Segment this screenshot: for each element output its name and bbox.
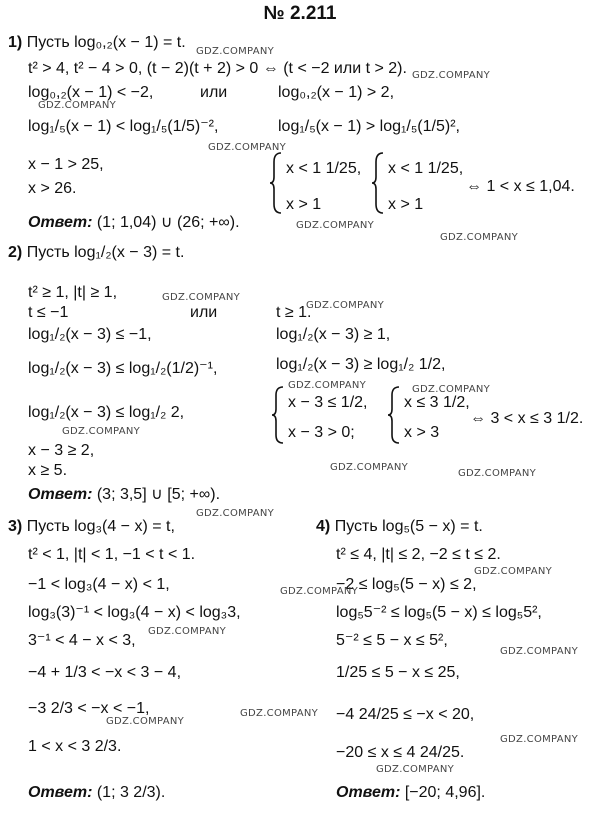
watermark: GDZ.COMPANY — [296, 220, 375, 231]
s1-sys1-b: x > 1 — [286, 196, 322, 213]
s4-label: 4) — [316, 518, 331, 535]
s4-line-8: −20 ≤ x ≤ 4 24/25. — [336, 744, 465, 761]
s2-sys2-b: x > 3 — [404, 424, 440, 441]
s1-answer — [28, 214, 240, 232]
s2-line-8: x ≥ 5. — [28, 462, 68, 479]
s4-answer-value: [−20; 4,96]. — [404, 784, 486, 801]
s2-answer-label: Ответ: — [28, 486, 93, 503]
s1-label: 1) — [8, 34, 23, 51]
s1-case-a: log₀,₂(x − 1) < −2, — [28, 84, 154, 101]
s3-answer — [28, 784, 165, 802]
s3-line-2: t² < 1, |t| < 1, −1 < t < 1. — [28, 546, 196, 563]
s1-line-2: t² > 4, t² − 4 > 0, (t − 2)(t + 2) > 0 ⇔ (t < −2 или t > 2). — [28, 60, 407, 77]
s2-sys1-a: x − 3 ≤ 1/2, — [288, 394, 368, 411]
s4-answer — [336, 784, 485, 802]
watermark: GDZ.COMPANY — [458, 468, 537, 479]
s1-answer-value: (1; 1,04) ∪ (26; +∞). — [96, 214, 240, 231]
s3-setup: Пусть log₃(4 − x) = t, — [26, 518, 175, 535]
watermark: GDZ.COMPANY — [376, 764, 455, 775]
watermark: GDZ.COMPANY — [62, 426, 141, 437]
watermark: GDZ.COMPANY — [148, 626, 227, 637]
watermark: GDZ.COMPANY — [288, 380, 367, 391]
s2-sys2-a: x ≤ 3 1/2, — [404, 394, 470, 411]
watermark: GDZ.COMPANY — [196, 508, 275, 519]
page-title: № 2.211 — [263, 3, 337, 24]
s2-step-a1: log₁/₂(x − 3) ≤ −1, — [28, 326, 152, 343]
watermark: GDZ.COMPANY — [474, 566, 553, 577]
s4-line-3: −2 ≤ log₅(5 − x) ≤ 2, — [336, 576, 477, 593]
s1-line-1 — [8, 34, 186, 52]
s2-answer — [28, 486, 220, 504]
s4-line-7: −4 24/25 ≤ −x < 20, — [336, 706, 475, 723]
s1-step-a: log₁/₅(x − 1) < log₁/₅(1/5)⁻², — [28, 118, 219, 135]
s3-label: 3) — [8, 518, 23, 535]
s4-line-6: 1/25 ≤ 5 − x ≤ 25, — [336, 664, 460, 681]
s3-answer-label: Ответ: — [28, 784, 93, 801]
s1-sys2-b: x > 1 — [388, 196, 424, 213]
watermark: GDZ.COMPANY — [280, 586, 359, 597]
s4-setup: Пусть log₅(5 − x) = t. — [334, 518, 483, 535]
s3-answer-value: (1; 3 2/3). — [96, 784, 166, 801]
s2-result: ⇔ 3 < x ≤ 3 1/2. — [470, 410, 584, 427]
s4-line-2: t² ≤ 4, |t| ≤ 2, −2 ≤ t ≤ 2. — [336, 546, 501, 563]
s2-line-7: x − 3 ≥ 2, — [28, 442, 95, 459]
s1-system-brace-2 — [372, 152, 384, 214]
watermark: GDZ.COMPANY — [162, 292, 241, 303]
watermark: GDZ.COMPANY — [500, 646, 579, 657]
s4-answer-label: Ответ: — [336, 784, 401, 801]
s2-step-a2: log₁/₂(x − 3) ≤ log₁/₂(1/2)⁻¹, — [28, 360, 218, 377]
s2-case-b: t ≥ 1. — [276, 304, 312, 321]
s2-system-brace-2 — [388, 386, 400, 444]
s1-line-6: x > 26. — [28, 180, 77, 197]
watermark: GDZ.COMPANY — [412, 384, 491, 395]
s4-line-1 — [316, 518, 483, 536]
s4-line-5: 5⁻² ≤ 5 − x ≤ 5², — [336, 632, 448, 649]
s1-system-brace-1 — [270, 152, 282, 214]
s1-answer-label: Ответ: — [28, 214, 93, 231]
s3-line-8: 1 < x < 3 2/3. — [28, 738, 122, 755]
s4-line-4: log₅5⁻² ≤ log₅(5 − x) ≤ log₅5², — [336, 604, 542, 621]
s3-line-5: 3⁻¹ < 4 − x < 3, — [28, 632, 136, 649]
s1-result: ⇔ 1 < x ≤ 1,04. — [466, 178, 575, 195]
s2-label: 2) — [8, 244, 23, 261]
watermark: GDZ.COMPANY — [412, 70, 491, 81]
s1-or: или — [200, 84, 228, 101]
watermark: GDZ.COMPANY — [440, 232, 519, 243]
s2-system-brace-1 — [272, 386, 284, 444]
s3-line-4: log₃(3)⁻¹ < log₃(4 − x) < log₃3, — [28, 604, 241, 621]
s1-setup: Пусть log₀,₂(x − 1) = t. — [26, 34, 186, 51]
watermark: GDZ.COMPANY — [106, 716, 185, 727]
s1-line-5: x − 1 > 25, — [28, 156, 104, 173]
s3-line-7: −3 2/3 < −x < −1, — [28, 700, 150, 717]
s1-sys2-a: x < 1 1/25, — [388, 160, 464, 177]
s2-step-a3: log₁/₂(x − 3) ≤ log₁/₂ 2, — [28, 404, 185, 421]
s2-line-2: t² ≥ 1, |t| ≥ 1, — [28, 284, 118, 301]
watermark: GDZ.COMPANY — [306, 300, 385, 311]
s1-sys1-a: x < 1 1/25, — [286, 160, 362, 177]
s2-step-b2: log₁/₂(x − 3) ≥ log₁/₂ 1/2, — [276, 356, 446, 373]
s2-or: или — [190, 304, 218, 321]
s2-step-b1: log₁/₂(x − 3) ≥ 1, — [276, 326, 391, 343]
s3-line-3: −1 < log₃(4 − x) < 1, — [28, 576, 170, 593]
watermark: GDZ.COMPANY — [240, 708, 319, 719]
watermark: GDZ.COMPANY — [500, 734, 579, 745]
s2-setup: Пусть log₁/₂(x − 3) = t. — [26, 244, 185, 261]
s1-step-b: log₁/₅(x − 1) > log₁/₅(1/5)², — [278, 118, 460, 135]
s2-case-a: t ≤ −1 — [28, 304, 69, 321]
s3-line-6: −4 + 1/3 < −x < 3 − 4, — [28, 664, 182, 681]
s2-answer-value: (3; 3,5] ∪ [5; +∞). — [96, 486, 221, 503]
watermark: GDZ.COMPANY — [330, 462, 409, 473]
watermark: GDZ.COMPANY — [196, 46, 275, 57]
s3-line-1 — [8, 518, 175, 536]
s2-sys1-b: x − 3 > 0; — [288, 424, 355, 441]
watermark: GDZ.COMPANY — [38, 100, 117, 111]
s2-line-1 — [8, 244, 184, 262]
s1-case-b: log₀,₂(x − 1) > 2, — [278, 84, 395, 101]
watermark: GDZ.COMPANY — [208, 142, 287, 153]
